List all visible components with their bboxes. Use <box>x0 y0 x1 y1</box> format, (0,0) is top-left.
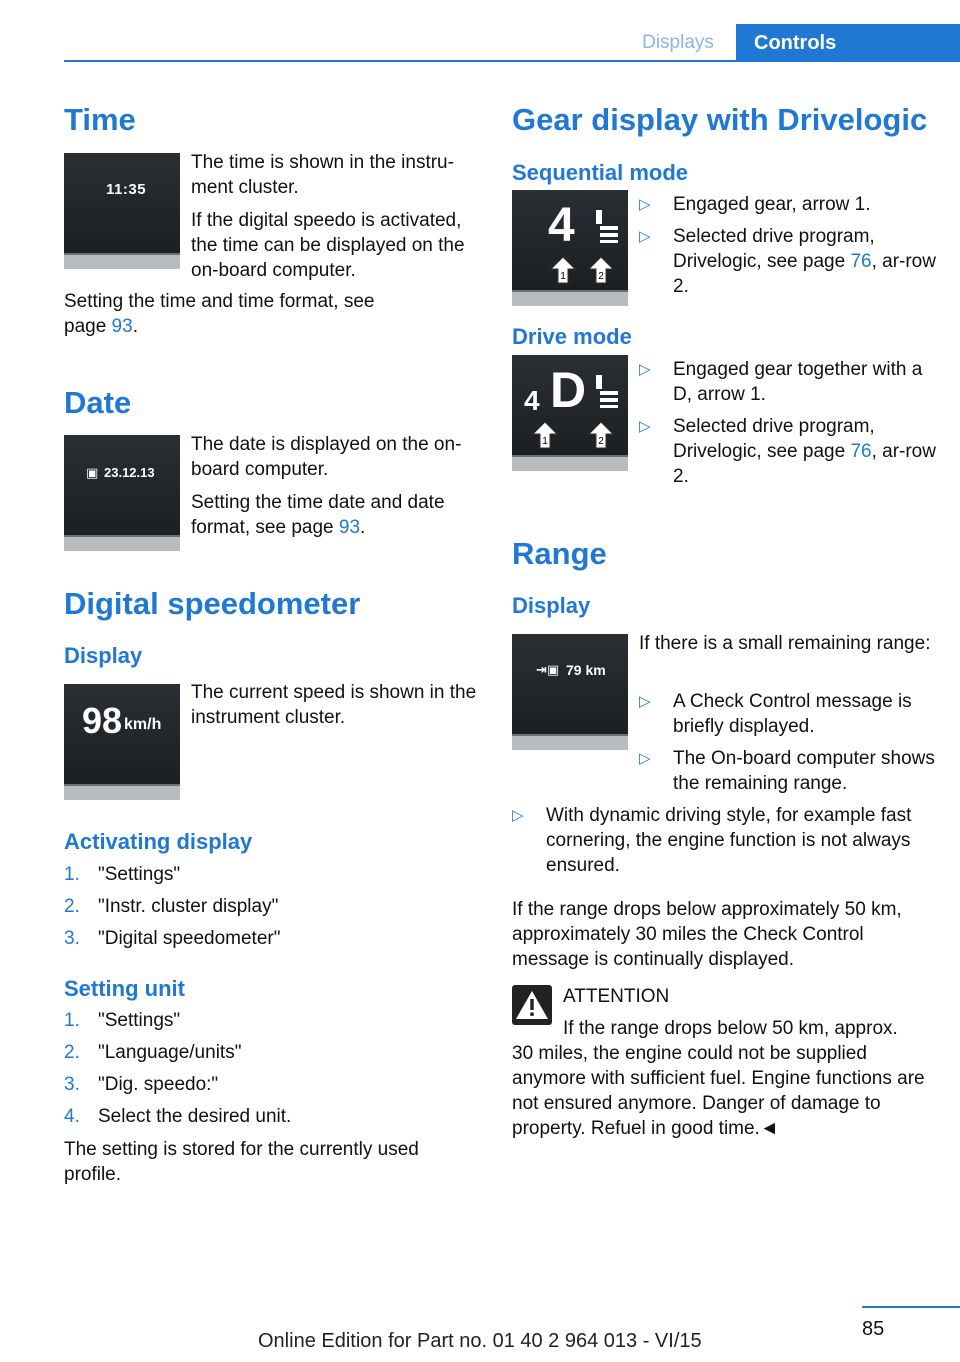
speedo-paragraph: The current speed is shown in the instrument cluster. <box>191 682 477 728</box>
seq-page-link[interactable]: 76 <box>850 251 872 272</box>
range-bullets <box>639 689 939 803</box>
triangle-bullet-icon: ▷ <box>639 418 651 435</box>
drive-mode-image <box>512 355 628 471</box>
header-tab-displays[interactable]: Displays <box>642 32 714 53</box>
time-paragraph-2: If the digital speedo is activated, the time can be displayed on the on-board computer. <box>191 210 465 281</box>
fuel-pump-icon: ⇥▣ <box>536 662 560 677</box>
range-display-heading: Display <box>512 593 591 618</box>
speedo-screen-unit: km/h <box>124 716 162 733</box>
time-setting-text: Setting the time and time format, see page 93. <box>64 291 375 337</box>
svg-text:2: 2 <box>598 271 604 282</box>
list-item: 4. Select the desired unit. <box>64 1106 292 1127</box>
list-item: 2. "Language/units" <box>64 1042 242 1063</box>
sequential-bullets <box>639 192 939 306</box>
sequential-mode-heading: Sequential mode <box>512 160 689 185</box>
range-display-image <box>512 634 628 750</box>
warning-icon <box>512 985 552 1025</box>
date-display-image <box>64 435 180 551</box>
time-display-image <box>64 153 180 269</box>
list-item: 1. "Settings" <box>64 864 181 885</box>
list-item: ▷ A Check Control message is briefly displayed. <box>639 691 912 737</box>
speedo-display-heading: Display <box>64 643 143 668</box>
drive-program-icon <box>594 373 620 409</box>
list-item: ▷ Engaged gear, arrow 1. <box>639 194 871 215</box>
triangle-bullet-icon: ▷ <box>639 693 651 710</box>
triangle-bullet-icon: ▷ <box>639 228 651 245</box>
attention-text-1: If the range drops below 50 km, approx. <box>563 1018 898 1039</box>
speedo-display-image <box>64 684 180 800</box>
edition-text: Online Edition for Part no. 01 40 2 964 013 - VI/15 <box>258 1330 702 1352</box>
date-paragraph-1: The date is displayed on the on-board computer. <box>191 434 462 480</box>
time-title: Time <box>64 102 136 137</box>
list-item: ▷ Selected drive program, Drivelogic, see page 76, ar‐row 2. <box>639 226 936 297</box>
date-screen-text: 23.12.13 <box>104 465 155 480</box>
drive-mode-heading: Drive mode <box>512 324 632 349</box>
range-bullets-wide <box>512 803 932 885</box>
arrow-2-icon <box>588 421 614 449</box>
sequential-mode-image <box>512 190 628 306</box>
drive-program-icon <box>594 208 620 244</box>
setting-stored-text: The setting is stored for the currently used profile. <box>64 1139 419 1185</box>
list-item: 3. "Digital speedometer" <box>64 928 281 949</box>
drive-page-link[interactable]: 76 <box>850 441 872 462</box>
activating-steps <box>64 862 464 958</box>
svg-text:1: 1 <box>542 436 548 447</box>
arrow-1-icon <box>532 421 558 449</box>
range-screen-text: 79 km <box>566 662 606 678</box>
attention-text-2: 30 miles, the engine could not be supplied anymore with sufficient fuel. Engine functions are not ensured anymore. Danger of damage to property. Refuel in good time.◄ <box>512 1043 925 1139</box>
triangle-bullet-icon: ▷ <box>639 361 651 378</box>
time-screen-text: 11:35 <box>106 181 147 198</box>
drive-gear-big: D <box>550 362 587 418</box>
list-item: 1. "Settings" <box>64 1010 181 1031</box>
list-item: ▷ With dynamic driving style, for example fast cornering, the engine function is not always ensured. <box>512 805 912 876</box>
date-page-link[interactable]: 93 <box>338 517 361 538</box>
attention-label: ATTENTION <box>563 986 670 1007</box>
list-item: 2. "Instr. cluster display" <box>64 896 279 917</box>
seq-gear-value: 4 <box>548 199 575 252</box>
svg-text:1: 1 <box>560 271 566 282</box>
activating-heading: Activating display <box>64 829 253 854</box>
list-item: ▷ The On-board computer shows the remaining range. <box>639 748 935 794</box>
arrow-1-icon <box>550 256 576 284</box>
gear-display-title: Gear display with Drivelogic <box>512 102 928 137</box>
time-page-link[interactable]: 93 <box>111 316 133 337</box>
speedo-screen-value: 98 <box>82 700 123 741</box>
triangle-bullet-icon: ▷ <box>639 196 651 213</box>
date-title: Date <box>64 385 132 420</box>
speedo-title: Digital speedometer <box>64 586 361 621</box>
triangle-bullet-icon: ▷ <box>639 750 651 767</box>
footer-rule <box>862 1306 960 1308</box>
range-paragraph: If the range drops below approximately 50 km, approximately 30 miles the Check Control message is continually displayed. <box>512 899 902 970</box>
svg-text:2: 2 <box>598 436 604 447</box>
list-item: ▷ Selected drive program, Drivelogic, see page 76, ar‐row 2. <box>639 416 936 487</box>
time-paragraph-1: The time is shown in the instru‐ment cluster. <box>191 152 454 198</box>
arrow-2-icon <box>588 256 614 284</box>
date-paragraph-2: Setting the time date and date format, see page 93. <box>191 492 445 538</box>
drive-bullets <box>639 357 939 496</box>
page-number: 85 <box>862 1318 885 1340</box>
calendar-icon: ▣ <box>86 465 99 480</box>
triangle-bullet-icon: ▷ <box>512 807 524 824</box>
range-intro: If there is a small remaining range: <box>639 633 931 654</box>
header-tab-controls[interactable]: Controls <box>736 24 960 62</box>
drive-gear-small: 4 <box>524 385 540 416</box>
setting-unit-heading: Setting unit <box>64 976 185 1001</box>
unit-steps <box>64 1008 464 1136</box>
range-title: Range <box>512 536 607 571</box>
list-item: ▷ Engaged gear together with a D, arrow 1. <box>639 359 923 405</box>
header-rule <box>64 60 960 62</box>
list-item: 3. "Dig. speedo:" <box>64 1074 219 1095</box>
